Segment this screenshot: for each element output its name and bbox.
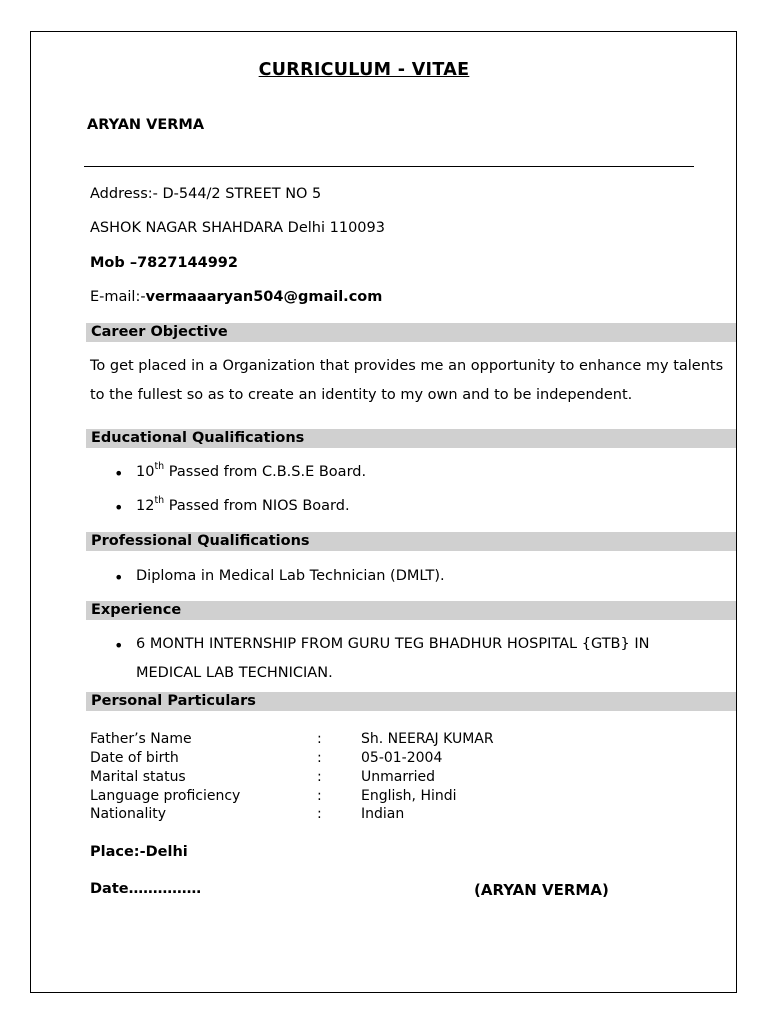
personal-value: Indian [361,806,405,822]
personal-label: Language proficiency [90,788,241,804]
personal-label: Marital status [90,769,186,785]
experience-line-1: 6 MONTH INTERNSHIP FROM GURU TEG BHADHUR HOSPITAL {GTB} IN [136,636,650,652]
personal-separator: : [317,806,322,822]
experience-line-2: MEDICAL LAB TECHNICIAN. [136,665,333,681]
signature-name: (ARYAN VERMA) [474,881,609,899]
personal-label: Father’s Name [90,731,192,747]
personal-value: English, Hindi [361,788,457,804]
divider-line [84,166,694,167]
section-heading: Personal Particulars [91,693,256,709]
personal-separator: : [317,788,322,804]
date-line: Date…………… [90,881,202,897]
mobile-number: Mob –7827144992 [90,255,238,271]
personal-label: Nationality [90,806,167,822]
personal-label: Date of birth [90,750,179,766]
section-education [86,429,736,448]
bullet-icon: • [114,568,124,587]
document-title: CURRICULUM - VITAE [258,60,470,80]
section-heading: Career Objective [91,324,228,340]
personal-value: Sh. NEERAJ KUMAR [361,731,494,747]
bullet-icon: • [114,498,124,517]
email-label: E-mail:- [90,289,146,305]
section-professional [86,532,736,551]
applicant-name: ARYAN VERMA [87,117,205,133]
education-item: 12th Passed from NIOS Board. [136,495,350,514]
personal-separator: : [317,769,322,785]
personal-separator: : [317,750,322,766]
objective-line-2: to the fullest so as to create an identity to my own and to be independent. [90,387,633,403]
section-heading: Professional Qualifications [91,533,310,549]
section-heading: Experience [91,602,182,618]
section-personal [86,692,736,711]
personal-separator: : [317,731,322,747]
education-item: 10th Passed from C.B.S.E Board. [136,461,367,480]
section-career-objective [86,323,736,342]
section-heading: Educational Qualifications [91,430,305,446]
professional-item: Diploma in Medical Lab Technician (DMLT). [136,568,445,584]
objective-line-1: To get placed in a Organization that provides me an opportunity to enhance my talents [90,358,724,374]
personal-value: 05-01-2004 [361,750,443,766]
email-line [90,289,382,305]
bullet-icon: • [114,636,124,655]
address-line-1: Address:- D-544/2 STREET NO 5 [90,186,322,202]
personal-value: Unmarried [361,769,435,785]
email-value: vermaaaryan504@gmail.com [145,289,383,305]
place-line: Place:-Delhi [90,844,188,860]
bullet-icon: • [114,464,124,483]
address-line-2: ASHOK NAGAR SHAHDARA Delhi 110093 [90,220,385,236]
section-experience [86,601,736,620]
